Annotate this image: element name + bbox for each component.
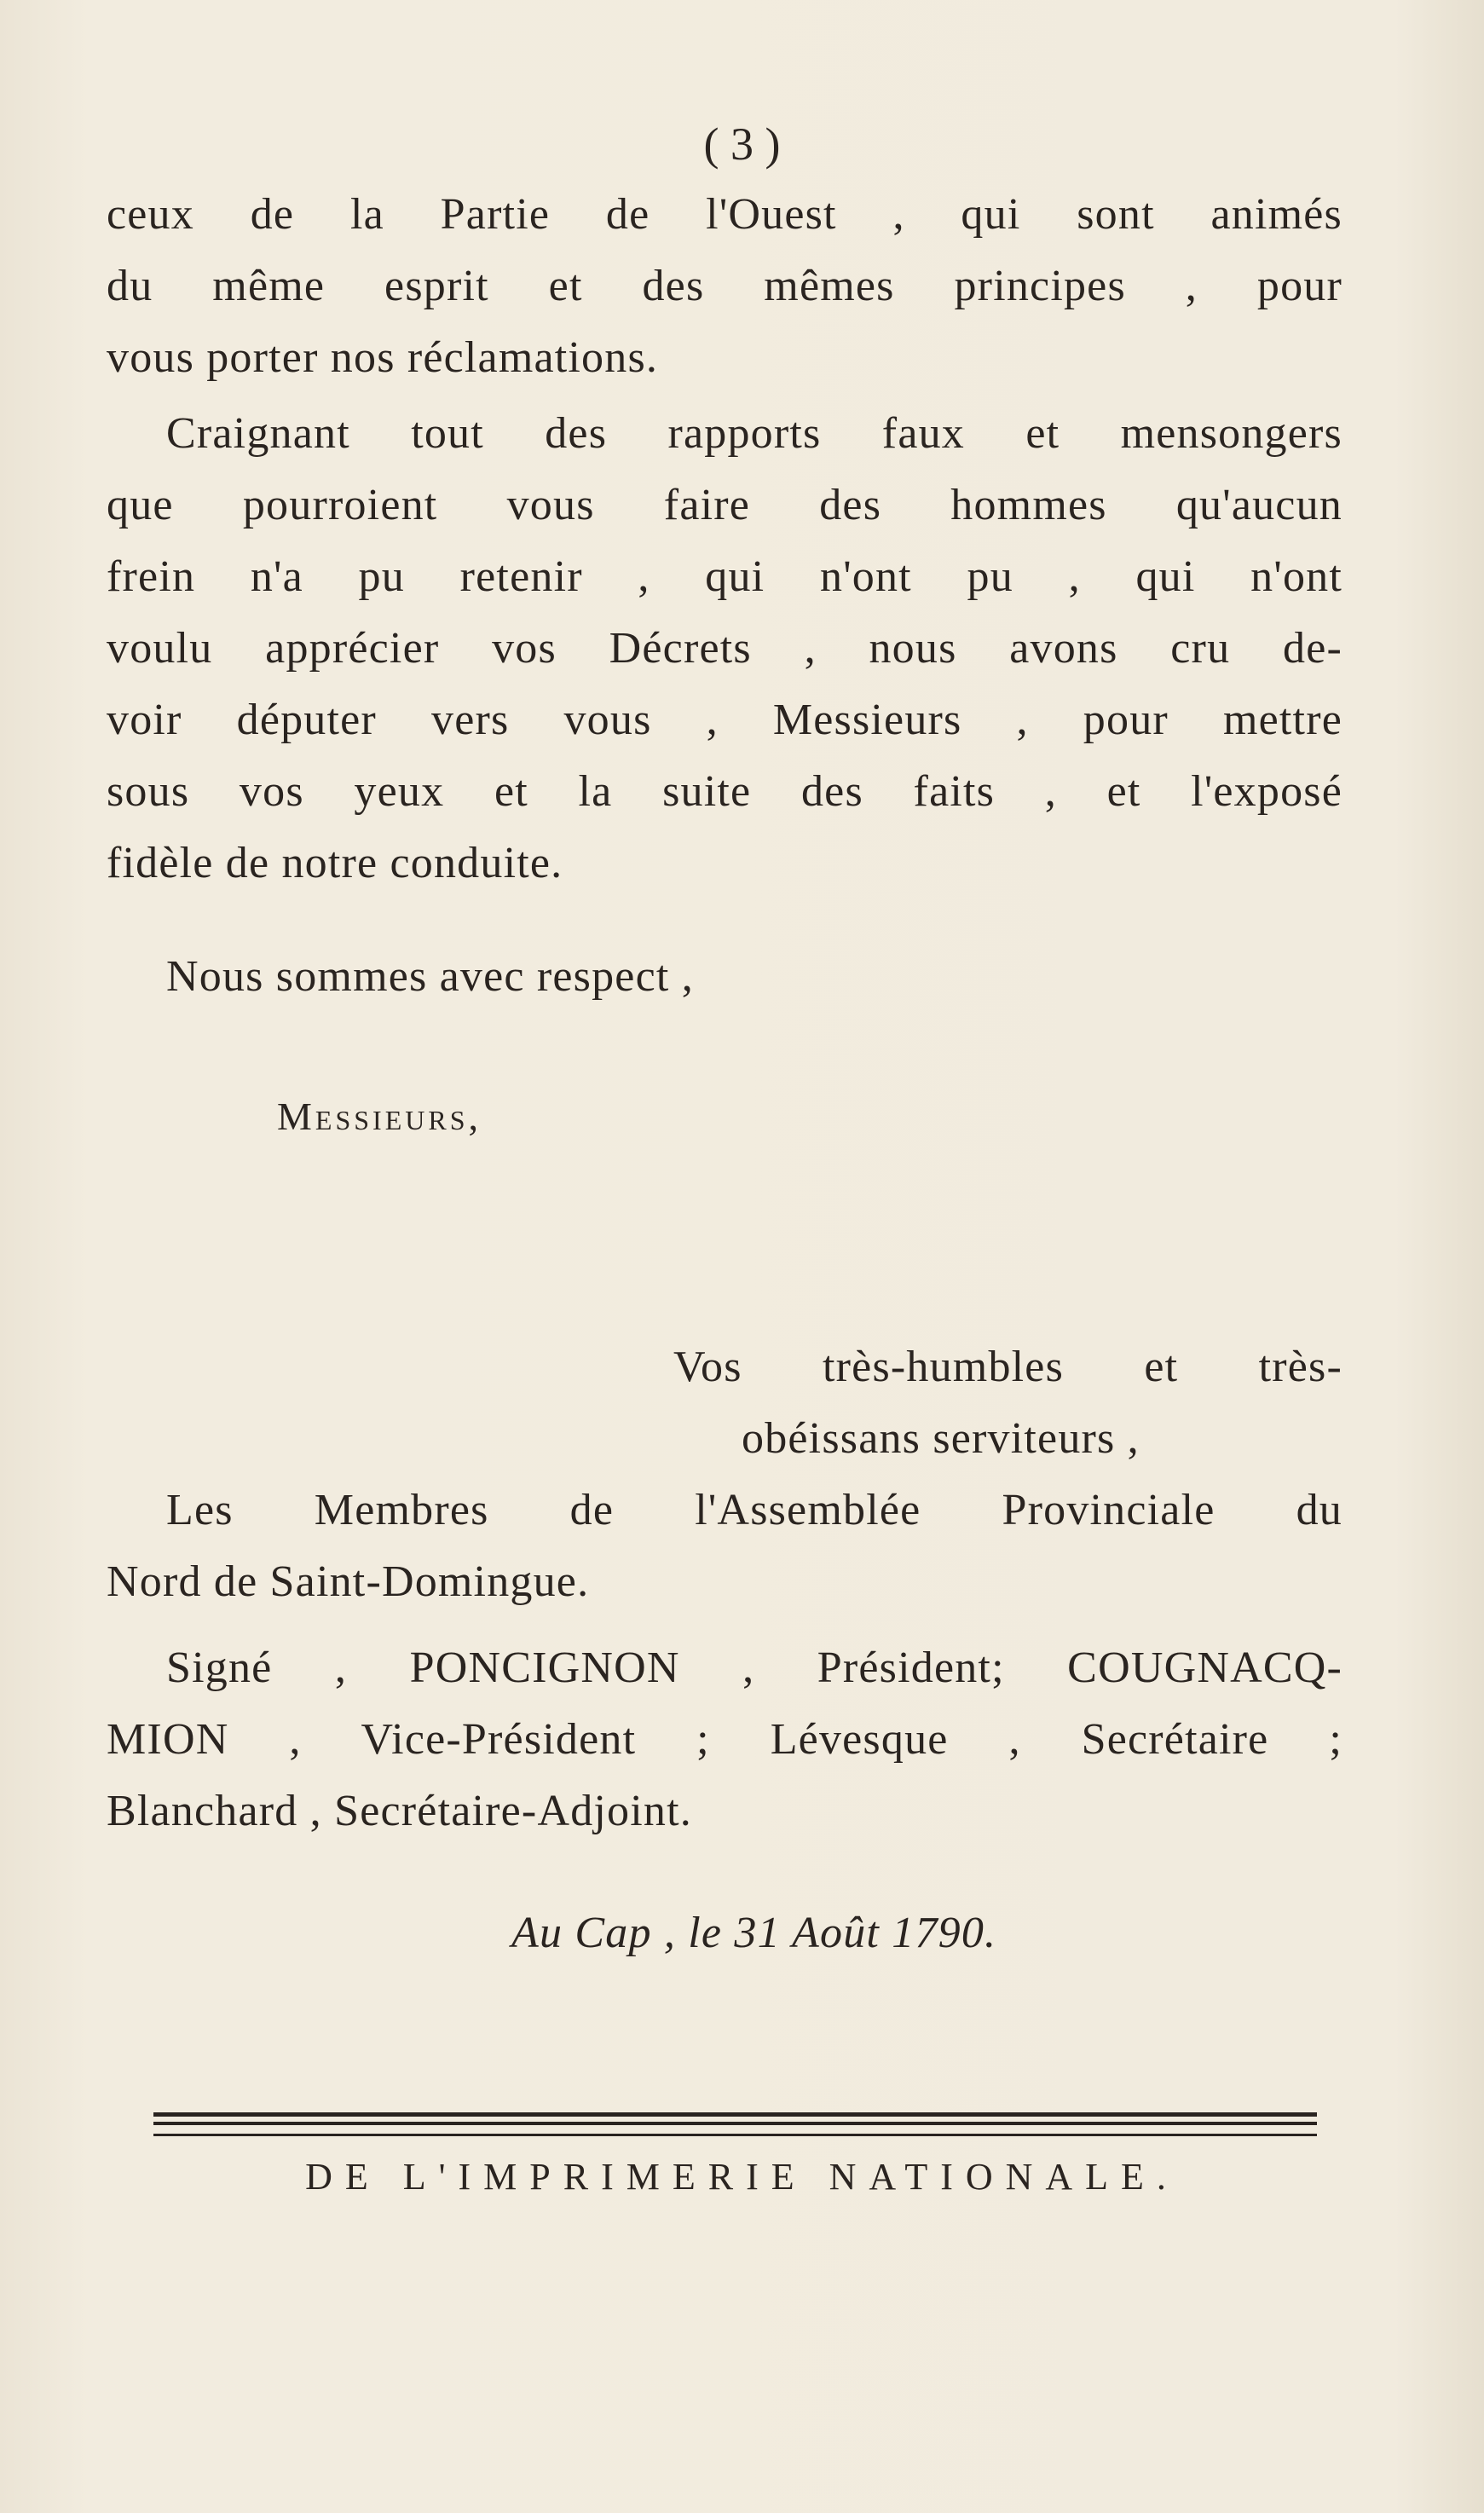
text-line: MION , Vice-Président ; Lévesque , Secrétaire ; xyxy=(107,1715,1343,1764)
signatures xyxy=(107,1632,1343,1847)
text-line: Vos très-humbles et très- xyxy=(673,1343,1343,1391)
salutation: Messieurs, xyxy=(277,1095,482,1138)
text-line: Signé , PONCIGNON , Président; COUGNACQ- xyxy=(166,1644,1343,1692)
text-line: sous vos yeux et la suite des faits , et l'exposé xyxy=(107,767,1343,816)
page-number: ( 3 ) xyxy=(703,118,781,170)
text-line: que pourroient vous faire des hommes qu'aucun xyxy=(107,481,1343,529)
date-place: Au Cap , le 31 Août 1790. xyxy=(511,1909,997,1957)
divider-rule xyxy=(153,2112,1317,2136)
paragraph-1 xyxy=(107,179,1343,394)
text-line: Blanchard , Secrétaire-Adjoint. xyxy=(107,1787,692,1835)
text-line: Craignant tout des rapports faux et mensongers xyxy=(166,409,1343,458)
text-line: ceux de la Partie de l'Ouest , qui sont animés xyxy=(107,190,1343,239)
text-line: voir députer vers vous , Messieurs , pour mettre xyxy=(107,696,1343,744)
signoff xyxy=(673,1332,1343,1475)
text-line: obéissans serviteurs , xyxy=(742,1414,1140,1463)
text-line: voulu apprécier vos Décrets , nous avons cru de- xyxy=(107,624,1343,673)
text-line: frein n'a pu retenir , qui n'ont pu , qui n'ont xyxy=(107,552,1343,601)
text-line: fidèle de notre conduite. xyxy=(107,839,563,887)
text-line: vous porter nos réclamations. xyxy=(107,333,659,382)
text-line: Nord de Saint-Domingue. xyxy=(107,1557,590,1606)
text-line: Les Membres de l'Assemblée Provinciale du xyxy=(166,1486,1343,1534)
paragraph-2 xyxy=(107,398,1343,899)
closing-line: Nous sommes avec respect , xyxy=(166,952,694,1001)
text-line: du même esprit et des mêmes principes , pour xyxy=(107,262,1343,310)
printer-imprint: DE L'IMPRIMERIE NATIONALE. xyxy=(305,2156,1179,2198)
members-line xyxy=(107,1475,1343,1618)
